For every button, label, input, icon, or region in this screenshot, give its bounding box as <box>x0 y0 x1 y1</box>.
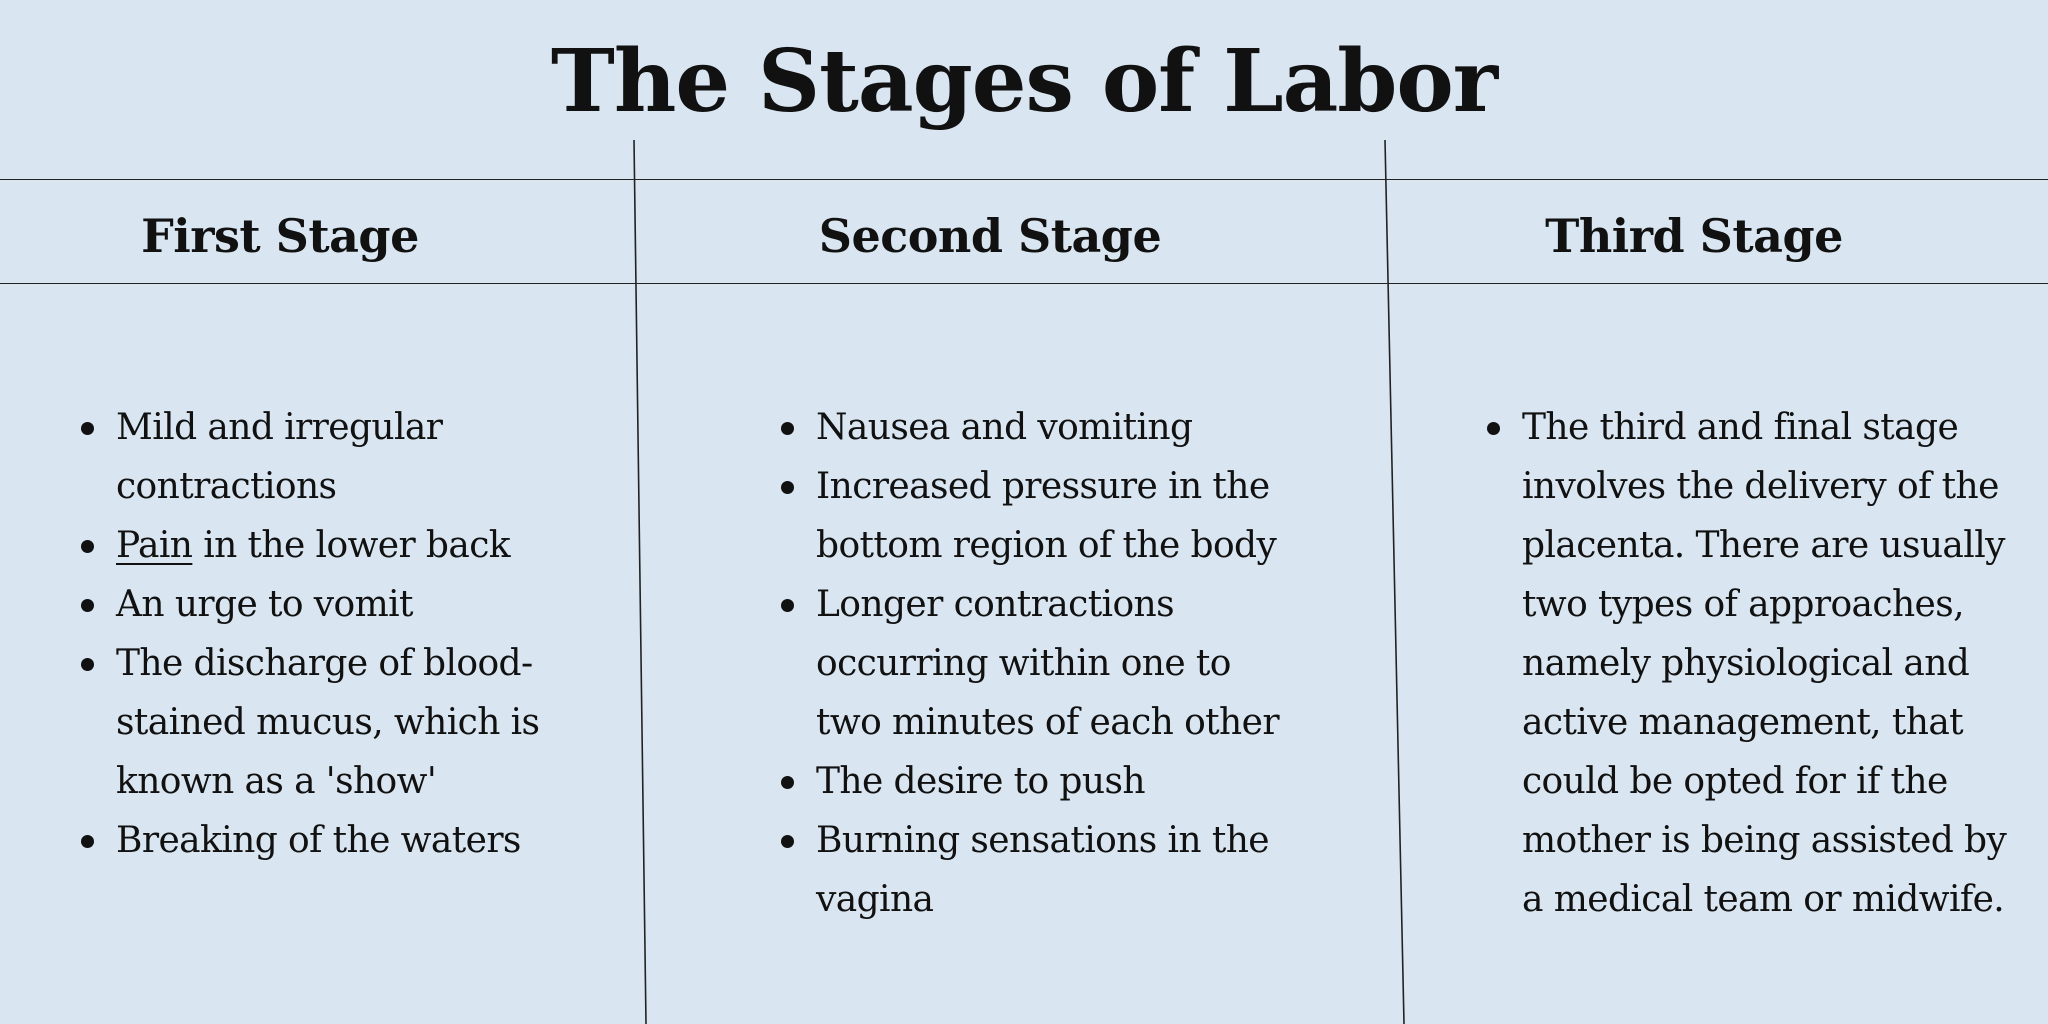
bullet-icon <box>81 422 94 435</box>
page-title: The Stages of Labor <box>550 31 1498 132</box>
list-item <box>81 634 561 811</box>
bullet-icon <box>781 422 794 435</box>
list-item <box>781 457 1301 575</box>
bullet-icon <box>781 835 794 848</box>
list-item <box>81 398 561 516</box>
list-item-text: An urge to vomit <box>116 584 413 625</box>
list-item <box>1487 398 2017 929</box>
list-item-text: Nausea and vomiting <box>816 407 1193 448</box>
bullet-icon <box>81 540 94 553</box>
third-stage-list <box>1487 398 2017 929</box>
bullet-icon <box>1487 422 1500 435</box>
list-item <box>81 811 561 870</box>
list-item <box>781 398 1301 457</box>
list-item-text: Mild and irregular contractions <box>116 407 443 507</box>
bullet-icon <box>81 599 94 612</box>
list-item-text: Increased pressure in the bottom region of the body <box>816 466 1277 566</box>
list-item <box>781 811 1301 929</box>
bullet-icon <box>81 658 94 671</box>
list-item-text: The third and final stage involves the delivery of the placenta. There are usually two types of approaches, namely physiological and active management, that could be opted for if the mother is being assisted by a medical team or midwife. <box>1522 407 2007 920</box>
third-stage-heading: Third Stage <box>1545 209 1843 263</box>
list-item-text: Burning sensations in the vagina <box>816 820 1269 920</box>
first-stage-heading: First Stage <box>141 209 419 263</box>
list-item <box>81 516 561 575</box>
bullet-icon <box>781 776 794 789</box>
list-item-text: in the lower back <box>192 525 511 566</box>
list-item <box>81 575 561 634</box>
header-top-rule <box>0 179 2048 180</box>
list-item-text: Breaking of the waters <box>116 820 521 861</box>
first-stage-list <box>81 398 561 870</box>
bullet-icon <box>781 481 794 494</box>
column-divider-left <box>634 140 646 1024</box>
header-bottom-rule <box>0 283 2048 284</box>
list-item-text: The desire to push <box>816 761 1145 802</box>
list-item-text: The discharge of blood-stained mucus, which is known as a 'show' <box>116 643 540 802</box>
bullet-icon <box>781 599 794 612</box>
bullet-icon <box>81 835 94 848</box>
list-item-text: Longer contractions occurring within one to two minutes of each other <box>816 584 1279 743</box>
second-stage-list <box>781 398 1301 929</box>
list-item <box>781 752 1301 811</box>
underlined-word: Pain <box>116 525 193 566</box>
column-divider-right <box>1385 140 1404 1024</box>
list-item <box>781 575 1301 752</box>
second-stage-heading: Second Stage <box>818 209 1162 263</box>
